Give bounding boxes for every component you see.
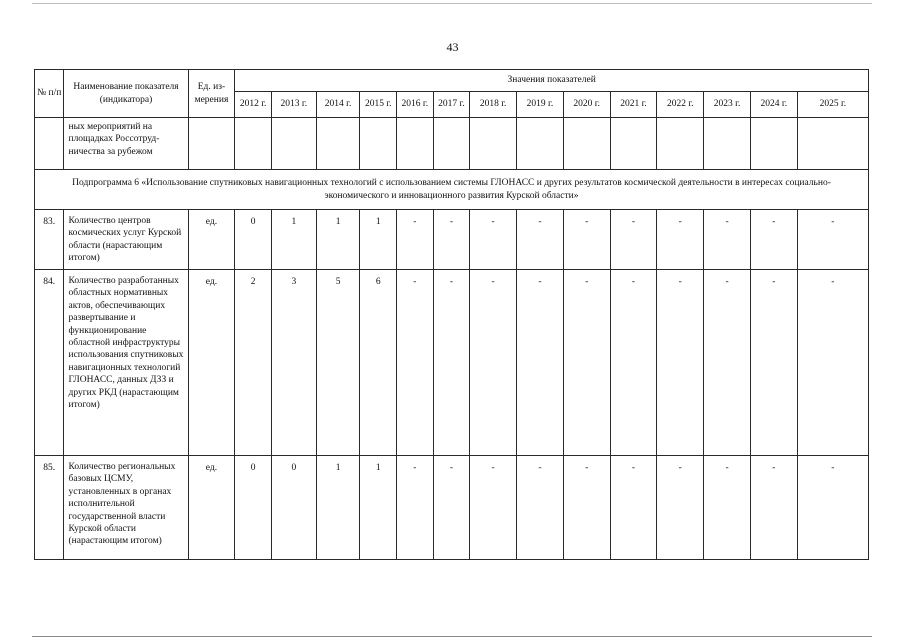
value-cell: - bbox=[610, 210, 657, 270]
value-cell: - bbox=[470, 210, 517, 270]
value-cell: - bbox=[797, 270, 868, 456]
value-cell: 0 bbox=[235, 456, 272, 560]
value-cell: 3 bbox=[271, 270, 316, 456]
value-cell: - bbox=[704, 270, 751, 456]
row-unit: ед. bbox=[188, 210, 235, 270]
row-name: ных мероприятий на площадках Россотруд-ничества за рубежом bbox=[64, 118, 188, 170]
value-cell: 1 bbox=[360, 456, 397, 560]
value-cell: - bbox=[750, 456, 797, 560]
empty-cell bbox=[316, 118, 360, 170]
empty-cell bbox=[657, 118, 704, 170]
row-unit: ед. bbox=[188, 270, 235, 456]
value-cell: - bbox=[657, 270, 704, 456]
empty-cell bbox=[517, 118, 564, 170]
header-name: Наименование показателя (индикатора) bbox=[64, 70, 188, 118]
value-cell: - bbox=[517, 210, 564, 270]
header-year: 2018 г. bbox=[470, 92, 517, 118]
row-name: Количество разработанных областных нормативных актов, обеспечивающих развертывание и функционирование областной инфраструктуры использования спутниковых навигационных технологий ГЛОНАСС, данных ДЗЗ и других РКД (нарастающим итогом) bbox=[64, 270, 188, 456]
header-year: 2022 г. bbox=[657, 92, 704, 118]
value-cell: - bbox=[397, 456, 434, 560]
empty-cell bbox=[797, 118, 868, 170]
row-name: Количество региональных базовых ЦСМУ, установленных в органах исполнительной государственной власти Курской области (нарастающим итогом) bbox=[64, 456, 188, 560]
value-cell: - bbox=[750, 270, 797, 456]
value-cell: 6 bbox=[360, 270, 397, 456]
header-year: 2014 г. bbox=[316, 92, 360, 118]
value-cell: 0 bbox=[235, 210, 272, 270]
indicators-table bbox=[34, 69, 869, 560]
header-year: 2013 г. bbox=[271, 92, 316, 118]
header-year: 2012 г. bbox=[235, 92, 272, 118]
empty-cell bbox=[704, 118, 751, 170]
value-cell: - bbox=[433, 456, 470, 560]
empty-cell bbox=[470, 118, 517, 170]
empty-cell bbox=[360, 118, 397, 170]
empty-cell bbox=[235, 118, 272, 170]
row-name: Количество центров космических услуг Курской области (нарастающим итогом) bbox=[64, 210, 188, 270]
empty-cell bbox=[188, 118, 235, 170]
header-num: № п/п bbox=[35, 70, 64, 118]
value-cell: - bbox=[657, 456, 704, 560]
row-num: 85. bbox=[35, 456, 64, 560]
empty-cell bbox=[271, 118, 316, 170]
value-cell: - bbox=[610, 456, 657, 560]
value-cell: - bbox=[517, 270, 564, 456]
table-row-continuation bbox=[35, 118, 869, 170]
row-unit: ед. bbox=[188, 456, 235, 560]
value-cell: - bbox=[610, 270, 657, 456]
row-num: 84. bbox=[35, 270, 64, 456]
value-cell: 5 bbox=[316, 270, 360, 456]
value-cell: - bbox=[517, 456, 564, 560]
page-number: 43 bbox=[446, 40, 459, 54]
value-cell: - bbox=[563, 210, 610, 270]
top-edge-rule bbox=[32, 3, 872, 4]
header-year: 2016 г. bbox=[397, 92, 434, 118]
empty-cell bbox=[433, 118, 470, 170]
subprogram-row bbox=[35, 170, 869, 210]
value-cell: - bbox=[563, 456, 610, 560]
header-year: 2015 г. bbox=[360, 92, 397, 118]
empty-cell bbox=[750, 118, 797, 170]
empty-cell bbox=[610, 118, 657, 170]
value-cell: - bbox=[397, 270, 434, 456]
subprogram-title: Подпрограмма 6 «Использование спутниковых навигационных технологий с использованием системы ГЛОНАСС и других результатов космической деятельности в интересах социально-экономического и инновационного развития Курской области» bbox=[35, 170, 869, 210]
header-year: 2021 г. bbox=[610, 92, 657, 118]
header-year: 2020 г. bbox=[563, 92, 610, 118]
header-year: 2025 г. bbox=[797, 92, 868, 118]
value-cell: 0 bbox=[271, 456, 316, 560]
value-cell: - bbox=[563, 270, 610, 456]
value-cell: - bbox=[657, 210, 704, 270]
header-year: 2017 г. bbox=[433, 92, 470, 118]
empty-cell bbox=[397, 118, 434, 170]
value-cell: 1 bbox=[316, 456, 360, 560]
value-cell: 1 bbox=[271, 210, 316, 270]
table-row bbox=[35, 456, 869, 560]
value-cell: - bbox=[704, 210, 751, 270]
header-year: 2024 г. bbox=[750, 92, 797, 118]
bottom-edge-rule bbox=[32, 636, 872, 637]
row-num bbox=[35, 118, 64, 170]
value-cell: 1 bbox=[360, 210, 397, 270]
value-cell: 2 bbox=[235, 270, 272, 456]
value-cell: 1 bbox=[316, 210, 360, 270]
header-values-title: Значения показателей bbox=[235, 70, 869, 92]
header-year: 2019 г. bbox=[517, 92, 564, 118]
value-cell: - bbox=[797, 210, 868, 270]
value-cell: - bbox=[704, 456, 751, 560]
table-row bbox=[35, 210, 869, 270]
header-unit: Ед. из-мерения bbox=[188, 70, 235, 118]
header-year: 2023 г. bbox=[704, 92, 751, 118]
value-cell: - bbox=[797, 456, 868, 560]
value-cell: - bbox=[470, 456, 517, 560]
empty-cell bbox=[563, 118, 610, 170]
value-cell: - bbox=[750, 210, 797, 270]
value-cell: - bbox=[433, 270, 470, 456]
value-cell: - bbox=[433, 210, 470, 270]
value-cell: - bbox=[397, 210, 434, 270]
row-num: 83. bbox=[35, 210, 64, 270]
value-cell: - bbox=[470, 270, 517, 456]
table-row bbox=[35, 270, 869, 456]
